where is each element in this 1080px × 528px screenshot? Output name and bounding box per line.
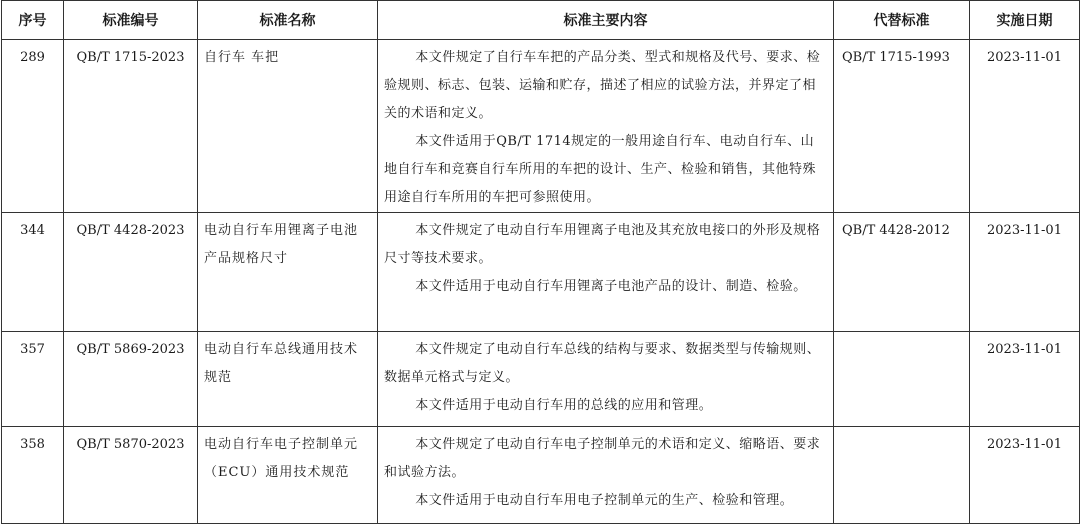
header-seq: 序号 (2, 1, 64, 40)
header-code: 标准编号 (64, 1, 198, 40)
standards-table (1, 0, 1080, 524)
cell-date: 2023-11-01 (970, 427, 1080, 524)
cell-seq: 357 (2, 332, 64, 427)
cell-date: 2023-11-01 (970, 332, 1080, 427)
cell-seq: 344 (2, 213, 64, 332)
cell-seq: 289 (2, 40, 64, 213)
cell-code: QB/T 5869-2023 (64, 332, 198, 427)
cell-content (378, 427, 834, 524)
cell-date: 2023-11-01 (970, 40, 1080, 213)
table-row (2, 213, 1080, 332)
header-content: 标准主要内容 (378, 1, 834, 40)
cell-replaced: QB/T 4428-2012 (834, 213, 970, 332)
content-paragraph: 本文件规定了自行车车把的产品分类、型式和规格及代号、要求、检验规则、标志、包装、运输和贮存，描述了相应的试验方法，并界定了相关的术语和定义。 (384, 50, 821, 121)
content-paragraph: 本文件适用于QB/T 1714规定的一般用途自行车、电动自行车、山地自行车和竞赛自行车所用的车把的设计、生产、检验和销售，其他特殊用途自行车所用的车把可参照使用。 (384, 134, 817, 205)
cell-replaced (834, 332, 970, 427)
cell-name: 自行车 车把 (198, 40, 378, 213)
cell-replaced: QB/T 1715-1993 (834, 40, 970, 213)
cell-seq: 358 (2, 427, 64, 524)
cell-date: 2023-11-01 (970, 213, 1080, 332)
cell-name: 电动自行车总线通用技术规范 (198, 332, 378, 427)
cell-name: 电动自行车电子控制单元（ECU）通用技术规范 (198, 427, 378, 524)
cell-code: QB/T 1715-2023 (64, 40, 198, 213)
table-row (2, 332, 1080, 427)
content-paragraph: 本文件适用于电动自行车用锂离子电池产品的设计、制造、检验。 (415, 279, 807, 294)
content-paragraph: 本文件适用于电动自行车用的总线的应用和管理。 (415, 398, 713, 413)
content-paragraph: 本文件规定了电动自行车总线的结构与要求、数据类型与传输规则、数据单元格式与定义。 (384, 342, 821, 385)
table-row (2, 427, 1080, 524)
cell-content (378, 40, 834, 213)
header-name: 标准名称 (198, 1, 378, 40)
cell-content (378, 213, 834, 332)
cell-code: QB/T 4428-2023 (64, 213, 198, 332)
content-paragraph: 本文件适用于电动自行车用电子控制单元的生产、检验和管理。 (415, 493, 794, 508)
content-paragraph: 本文件规定了电动自行车电子控制单元的术语和定义、缩略语、要求和试验方法。 (384, 437, 821, 480)
cell-name: 电动自行车用锂离子电池产品规格尺寸 (198, 213, 378, 332)
cell-content (378, 332, 834, 427)
header-replaced: 代替标准 (834, 1, 970, 40)
cell-code: QB/T 5870-2023 (64, 427, 198, 524)
table-header-row (2, 1, 1080, 40)
table-row (2, 40, 1080, 213)
header-date: 实施日期 (970, 1, 1080, 40)
cell-replaced (834, 427, 970, 524)
content-paragraph: 本文件规定了电动自行车用锂离子电池及其充放电接口的外形及规格尺寸等技术要求。 (384, 223, 821, 266)
